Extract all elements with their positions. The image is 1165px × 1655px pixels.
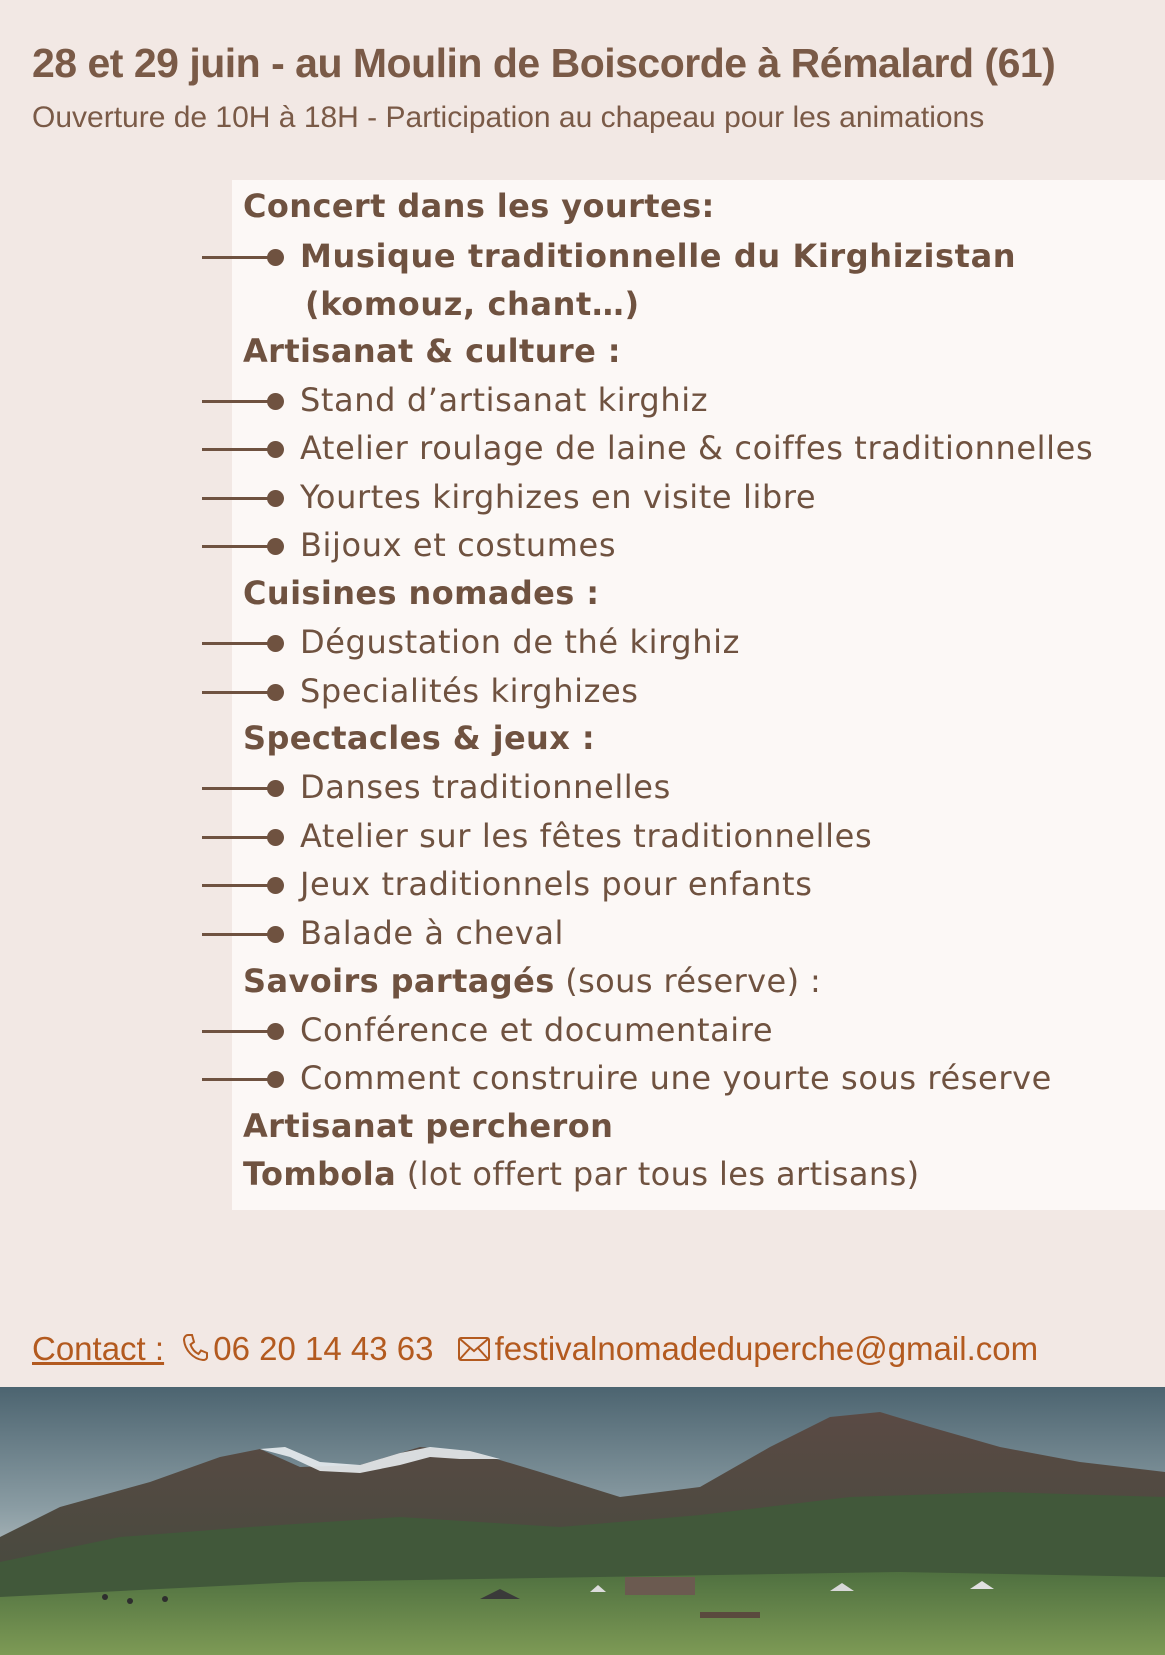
list-item-label: Dégustation de thé kirghiz	[300, 623, 740, 661]
section-heading-main: Savoirs partagés	[243, 962, 555, 1000]
list-item	[0, 473, 1165, 521]
section-heading-text: Artisanat & culture :	[243, 332, 621, 370]
section-heading-main: Tombola	[243, 1155, 397, 1193]
bullet-dot-icon	[267, 877, 284, 894]
section-heading-note: (lot offert par tous les artisans)	[396, 1155, 920, 1193]
list-item	[0, 232, 1165, 280]
bullet-dot-icon	[267, 1071, 284, 1088]
section-heading-note: (sous réserve) :	[554, 962, 822, 1000]
list-item	[0, 763, 1165, 811]
section-heading-text	[243, 1150, 920, 1198]
page-title: 28 et 29 juin - au Moulin de Boiscorde à Rémalard (61)	[32, 40, 1056, 86]
bullet-dot-icon	[267, 829, 284, 846]
list-item-label: (komouz, chant…)	[305, 285, 640, 323]
list-item	[0, 860, 1165, 908]
list-item-label: Yourtes kirghizes en visite libre	[300, 478, 817, 516]
list-item	[0, 521, 1165, 569]
list-item	[0, 376, 1165, 424]
bullet-dot-icon	[267, 1023, 284, 1040]
list-item	[0, 1006, 1165, 1054]
bullet-line	[202, 836, 272, 839]
section-heading	[0, 1150, 1165, 1198]
list-item-label: Specialités kirghizes	[300, 672, 639, 710]
bullet-dot-icon	[267, 684, 284, 701]
section-heading-text: Artisanat percheron	[243, 1107, 614, 1145]
section-heading	[0, 569, 1165, 617]
section-heading	[0, 327, 1165, 375]
list-item-continuation	[0, 280, 1165, 328]
section-heading	[0, 182, 1165, 230]
list-item	[0, 1054, 1165, 1102]
email-address[interactable]: festivalnomadeduperche@gmail.com	[494, 1330, 1039, 1367]
bullet-line	[202, 400, 272, 403]
section-heading-text: Concert dans les yourtes:	[243, 187, 715, 225]
list-item	[0, 812, 1165, 860]
bullet-line	[202, 1030, 272, 1033]
list-item-label: Jeux traditionnels pour enfants	[300, 865, 813, 903]
bullet-dot-icon	[267, 490, 284, 507]
list-item-label: Bijoux et costumes	[300, 526, 617, 564]
landscape-photo	[0, 1387, 1165, 1655]
bullet-dot-icon	[267, 538, 284, 555]
bullet-line	[202, 884, 272, 887]
bullet-dot-icon	[267, 780, 284, 797]
bullet-dot-icon	[267, 441, 284, 458]
bullet-line	[202, 691, 272, 694]
bullet-line	[202, 545, 272, 548]
mail-icon	[457, 1327, 491, 1375]
list-item-label: Stand d’artisanat kirghiz	[300, 381, 709, 419]
list-item-label: Atelier roulage de laine & coiffes traditionnelles	[300, 429, 1094, 467]
bullet-line	[202, 497, 272, 500]
list-item	[0, 909, 1165, 957]
list-item	[0, 667, 1165, 715]
section-heading	[0, 957, 1165, 1005]
phone-icon	[181, 1327, 209, 1375]
list-item	[0, 618, 1165, 666]
phone-number[interactable]: 06 20 14 43 63	[213, 1330, 434, 1367]
section-heading	[0, 714, 1165, 762]
bullet-line	[202, 448, 272, 451]
bullet-line	[202, 933, 272, 936]
bullet-line	[202, 787, 272, 790]
list-item-label: Balade à cheval	[300, 914, 565, 952]
section-heading-text: Cuisines nomades :	[243, 574, 600, 612]
bullet-dot-icon	[267, 926, 284, 943]
bullet-dot-icon	[267, 393, 284, 410]
contact-line	[32, 1325, 1038, 1373]
bullet-line	[202, 256, 272, 259]
list-item-label: Danses traditionnelles	[300, 768, 671, 806]
list-item-label: Comment construire une yourte sous réserve	[300, 1059, 1052, 1097]
bullet-line	[202, 1078, 272, 1081]
section-heading-text: Spectacles & jeux :	[243, 719, 596, 757]
list-item	[0, 424, 1165, 472]
bullet-dot-icon	[267, 635, 284, 652]
list-item-label: Atelier sur les fêtes traditionnelles	[300, 817, 873, 855]
section-heading-text	[243, 957, 821, 1005]
list-item-label: Musique traditionnelle du Kirghizistan	[300, 237, 1017, 275]
bullet-line	[202, 642, 272, 645]
bullet-dot-icon	[267, 249, 284, 266]
section-heading	[0, 1102, 1165, 1150]
list-item-label: Conférence et documentaire	[300, 1011, 774, 1049]
contact-label: Contact :	[32, 1330, 165, 1367]
opening-hours: Ouverture de 10H à 18H - Participation au chapeau pour les animations	[32, 101, 985, 134]
